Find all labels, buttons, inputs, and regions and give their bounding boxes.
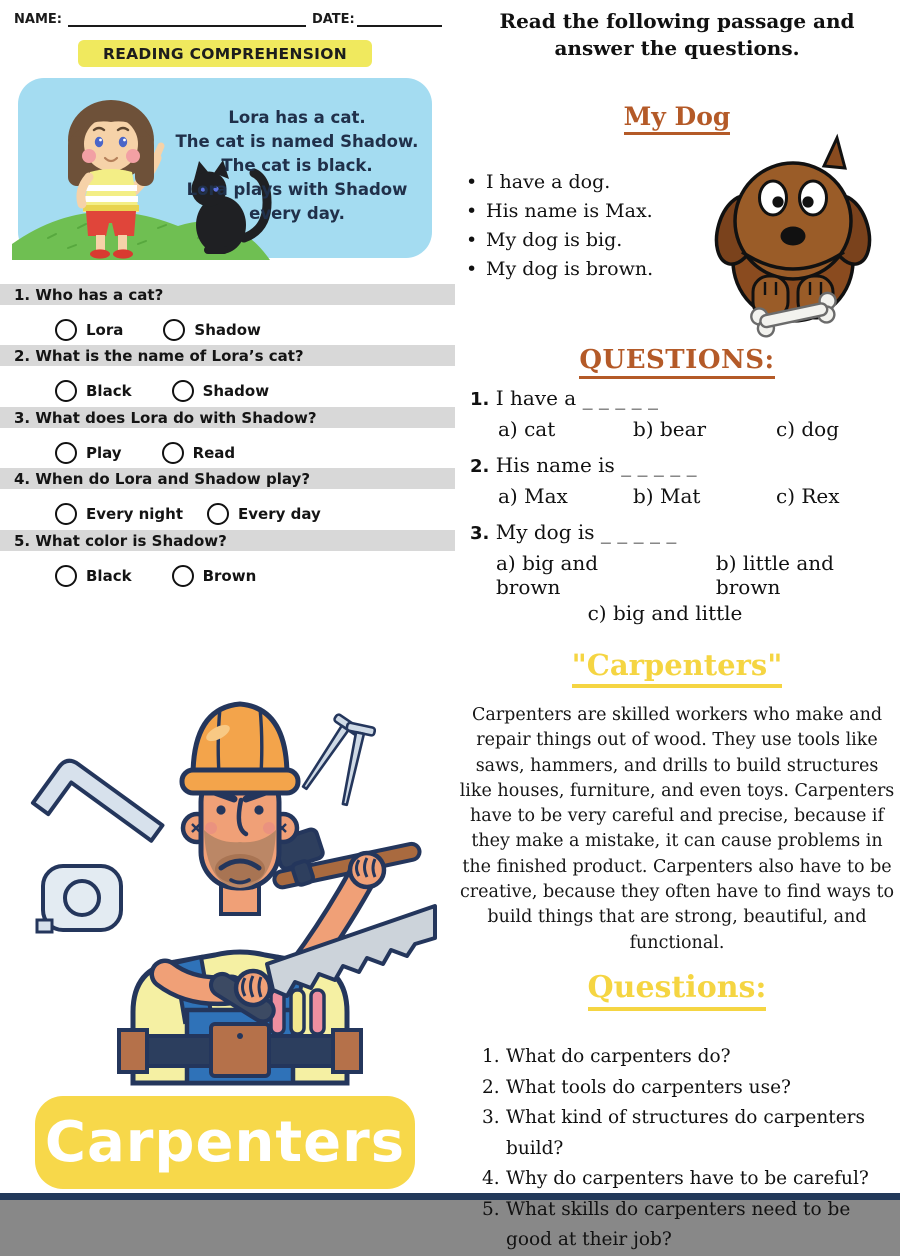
answer-option[interactable]: Read [162, 442, 236, 464]
question-text: 2. What is the name of Lora’s cat? [0, 345, 455, 366]
radio-button[interactable] [172, 380, 194, 402]
list-item: What tools do carpenters use? [506, 1076, 791, 1098]
mc-option[interactable]: c) big and little [587, 601, 743, 625]
list-item: What do carpenters do? [506, 1046, 731, 1067]
date-label: DATE: [311, 12, 355, 27]
mc-option[interactable]: b) Mat [633, 484, 701, 508]
section-title: READING COMPREHENSION [78, 40, 372, 67]
mc-option[interactable]: b) little and brown [715, 551, 834, 599]
mc-option[interactable]: a) Max [498, 484, 568, 508]
radio-button[interactable] [55, 503, 77, 525]
mc-option[interactable]: c) dog [776, 417, 840, 441]
questions-title: QUESTIONS: [458, 345, 896, 375]
carpenter-questions-list [482, 1042, 892, 1256]
question-text: 5. What color is Shadow? [0, 530, 455, 551]
banner-label: Carpenters [44, 1110, 406, 1175]
question-block-4 [0, 468, 455, 529]
radio-button[interactable] [55, 380, 77, 402]
carpenters-title: "Carpenters" [458, 648, 896, 682]
name-blank[interactable] [68, 13, 306, 27]
answer-option[interactable]: Play [55, 442, 122, 464]
list-item: • His name is Max. [466, 197, 653, 226]
name-label: NAME: [14, 12, 62, 27]
answer-option[interactable]: Every night [55, 503, 183, 525]
radio-button[interactable] [55, 442, 77, 464]
mc-option[interactable]: a) big and brown [496, 551, 599, 599]
mc-option[interactable]: b) bear [633, 417, 707, 441]
radio-button[interactable] [55, 565, 77, 587]
list-item: • My dog is big. [466, 226, 653, 255]
list-item: Why do carpenters have to be careful? [506, 1168, 869, 1189]
answer-option[interactable]: Every day [207, 503, 321, 525]
question-block-1 [0, 284, 455, 345]
list-item: • I have a dog. [466, 168, 653, 197]
list-item: • My dog is brown. [466, 255, 653, 284]
question-block-3 [0, 407, 455, 468]
radio-button[interactable] [207, 503, 229, 525]
radio-button[interactable] [172, 565, 194, 587]
question-block-2 [0, 345, 455, 406]
name-date-row [14, 12, 442, 27]
instruction-heading: Read the following passage and answer the questions. [499, 9, 855, 60]
carpenters-banner [35, 1096, 415, 1189]
answer-option[interactable]: Shadow [163, 319, 261, 341]
mc-option[interactable]: a) cat [498, 417, 556, 441]
carpenters-passage: Carpenters are skilled workers who make and repair things out of wood. They use tools like saws, hammers, and drills to build structures like houses, furniture, and even toys. Carpenters have to be very careful and precise, because if they make a mistake, it can cause problems in the finished product. Carpenters also have to be creative, because they often have to find ways to build things that are strong, beautiful, and functional. [459, 705, 895, 953]
mc-question-3: 3. My dog is _ _ _ _ _ [470, 520, 677, 544]
mc-question-1: 1. I have a _ _ _ _ _ [470, 386, 658, 410]
mc-options-3 [470, 551, 895, 599]
question-text: 4. When do Lora and Shadow play? [0, 468, 455, 489]
radio-button[interactable] [162, 442, 184, 464]
mc-options-1 [470, 417, 895, 441]
question-block-5 [0, 530, 455, 591]
passage-text: Lora has a cat. The cat is named Shadow. The cat is black. Lora plays with Shadow every day. [175, 108, 419, 223]
multiple-choice-section [470, 386, 895, 635]
answer-option[interactable]: Black [55, 380, 132, 402]
answer-option[interactable]: Lora [55, 319, 123, 341]
answer-option[interactable]: Black [55, 565, 132, 587]
questions2-title: Questions: [458, 970, 896, 1005]
dog-facts-list [466, 168, 653, 284]
mc-option[interactable]: c) Rex [776, 484, 840, 508]
question-text: 3. What does Lora do with Shadow? [0, 407, 455, 428]
mc-option-c [470, 601, 860, 625]
mc-options-2 [470, 484, 895, 508]
answer-option[interactable]: Brown [172, 565, 257, 587]
mc-question-2: 2. His name is _ _ _ _ _ [470, 453, 697, 477]
date-blank[interactable] [357, 13, 442, 27]
dog-illustration [698, 136, 888, 336]
radio-button[interactable] [163, 319, 185, 341]
list-item: What kind of structures do carpenters build? [506, 1107, 865, 1159]
question-text: 1. Who has a cat? [0, 284, 455, 305]
carpenter-illustration [15, 638, 435, 1083]
answer-option[interactable]: Shadow [172, 380, 270, 402]
my-dog-title: My Dog [458, 102, 896, 131]
radio-button[interactable] [55, 319, 77, 341]
list-item: What skills do carpenters need to be good at their job? [506, 1198, 851, 1250]
passage-box [18, 78, 432, 258]
